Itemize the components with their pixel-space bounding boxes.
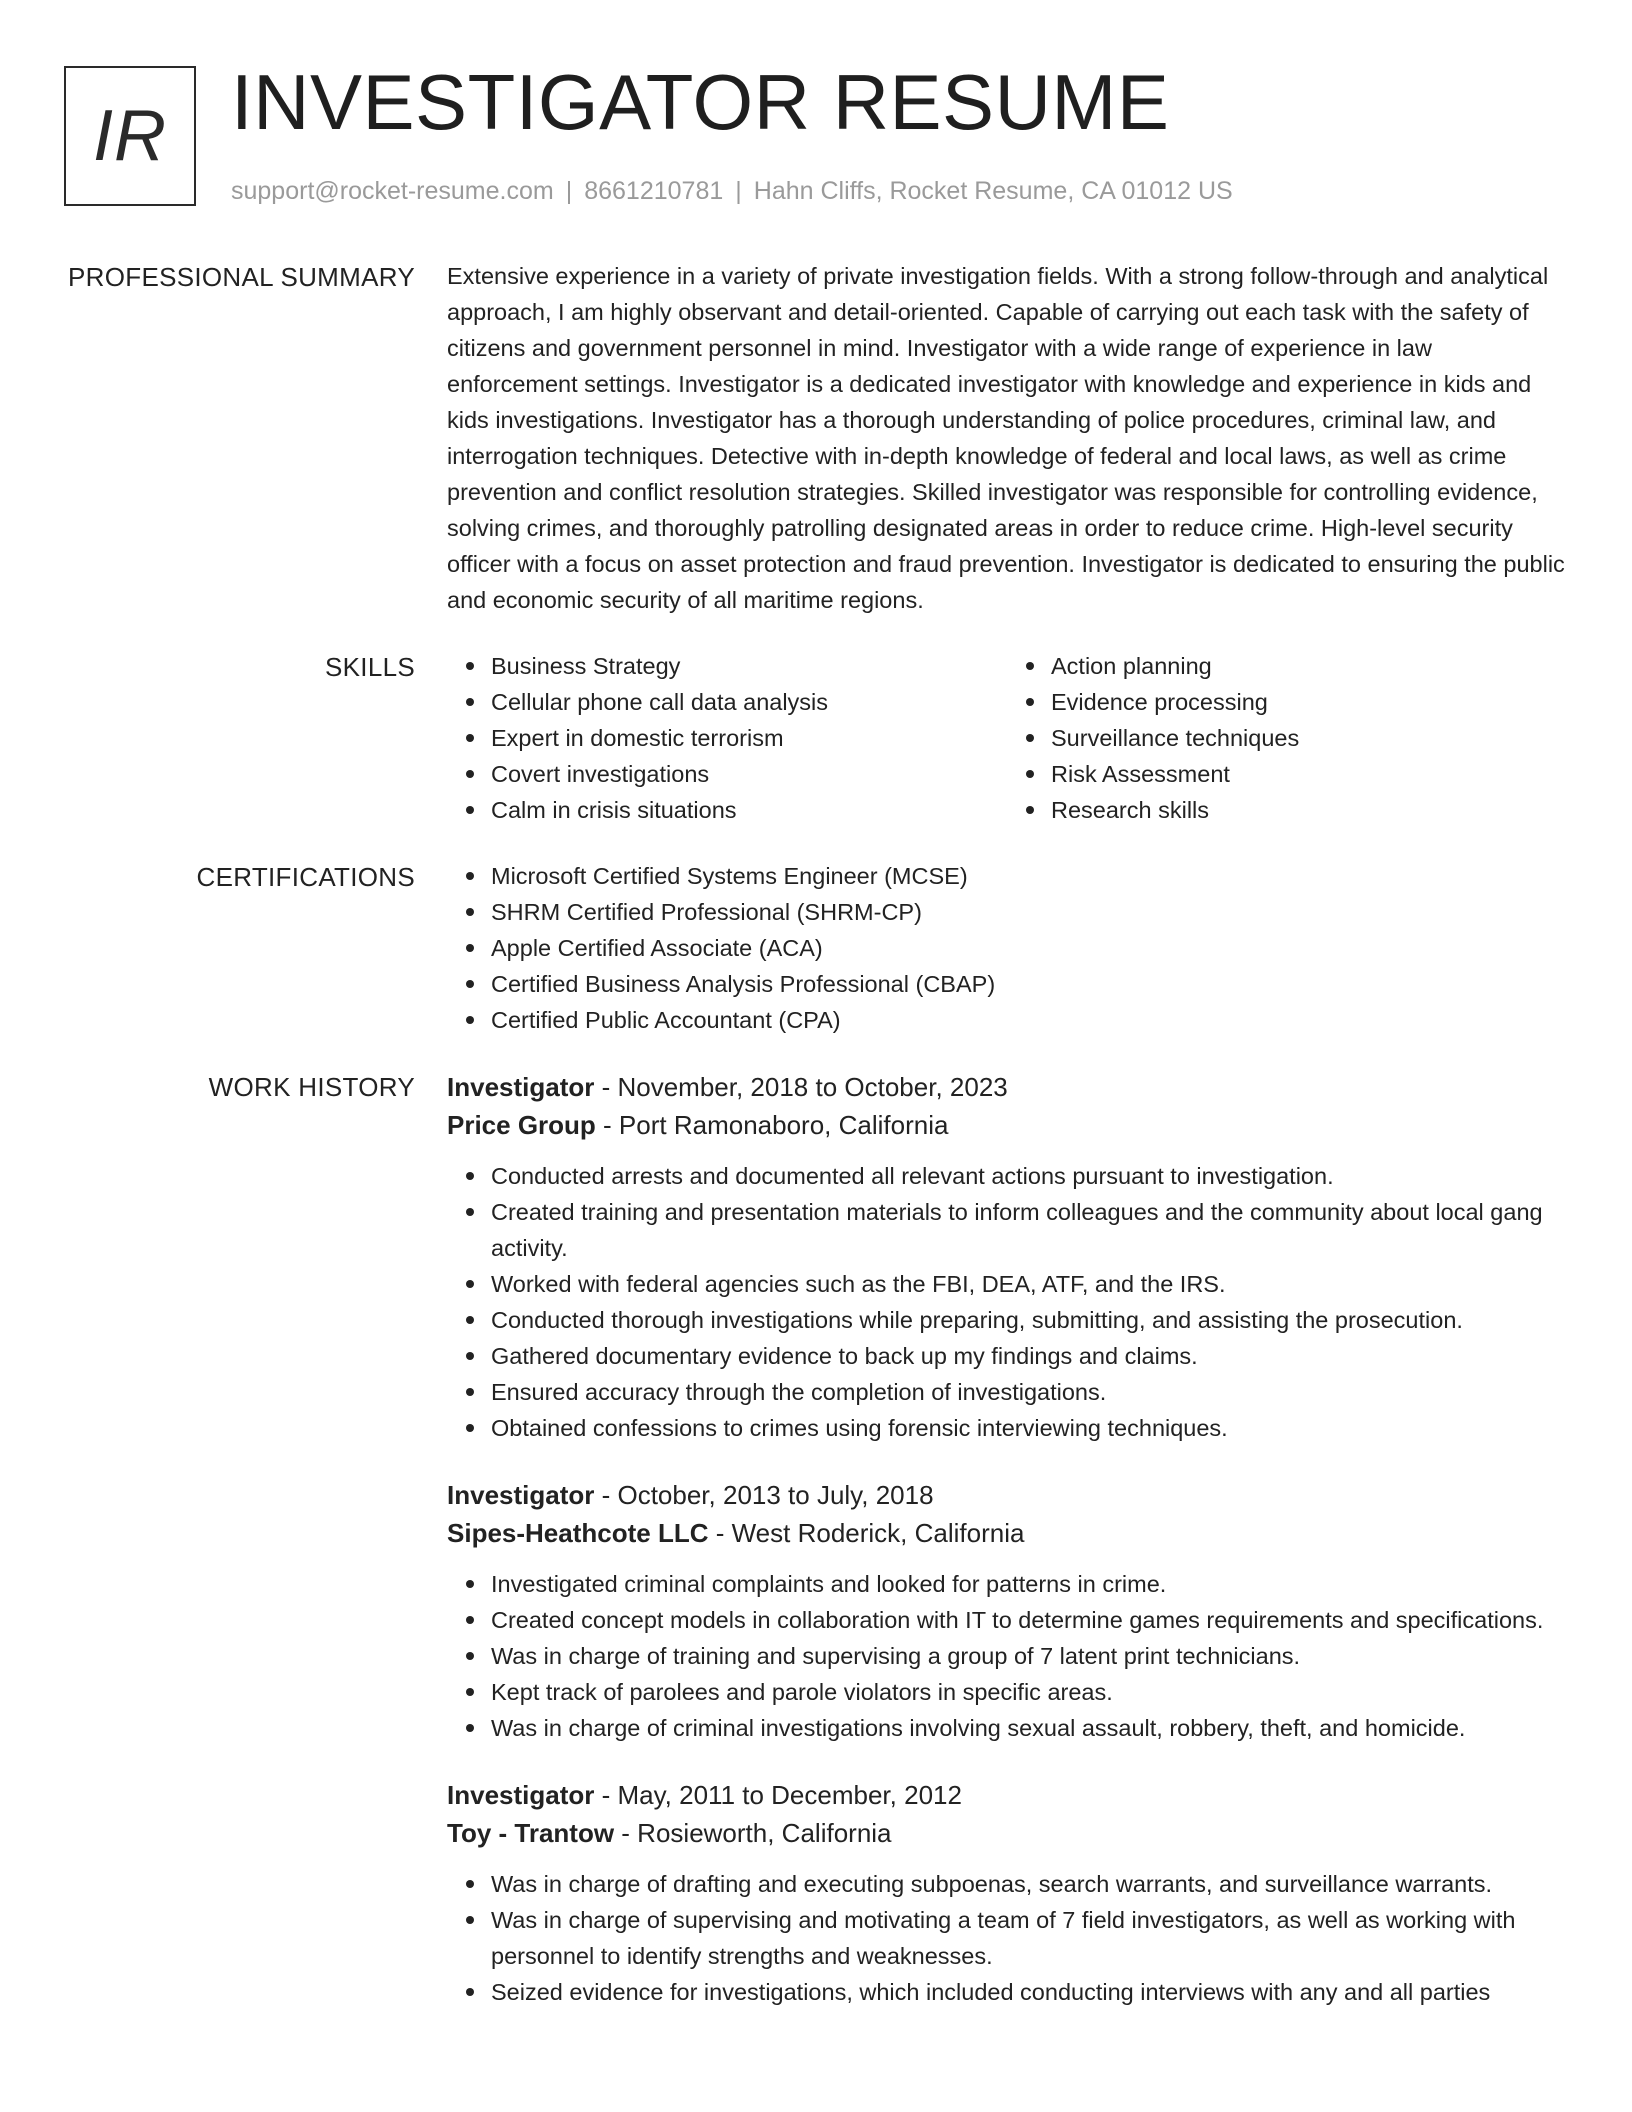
section-certifications bbox=[0, 858, 1632, 1038]
certification-item: Certified Public Accountant (CPA) bbox=[491, 1002, 1567, 1038]
job-title: Investigator bbox=[447, 1480, 595, 1510]
job-title-line bbox=[447, 1068, 1567, 1106]
section-work-history bbox=[0, 1068, 1632, 2040]
summary-text: Extensive experience in a variety of private investigation fields. With a strong follow-through and analytical approach, I am highly observant and detail-oriented. Capable of carrying out each task with the safety of citizens and government personnel in mind. Investigator with a wide range of experience in law enforcement settings. Investigator is a dedicated investigator with knowledge and experience in kids and kids investigations. Investigator has a thorough understanding of police procedures, criminal law, and interrogation techniques. Detective with in-depth knowledge of federal and local laws, as well as crime prevention and conflict resolution strategies. Skilled investigator was responsible for controlling evidence, solving crimes, and thoroughly patrolling designated areas in order to reduce crime. High-level security officer with a focus on asset protection and fraud prevention. Investigator is dedicated to ensuring the public and economic security of all maritime regions. bbox=[447, 263, 1565, 613]
job-bullet: Obtained confessions to crimes using forensic interviewing techniques. bbox=[491, 1410, 1567, 1446]
job-dates: - October, 2013 to July, 2018 bbox=[594, 1480, 934, 1510]
section-label: WORK HISTORY bbox=[208, 1072, 415, 1102]
contact-email[interactable]: support@rocket-resume.com bbox=[231, 177, 554, 205]
job-bullet: Was in charge of supervising and motivating a team of 7 field investigators, as well as working with personnel to identify strengths and weaknesses. bbox=[491, 1902, 1567, 1974]
certification-item: Microsoft Certified Systems Engineer (MCSE) bbox=[491, 858, 1567, 894]
section-skills bbox=[0, 648, 1632, 828]
section-professional-summary bbox=[0, 258, 1632, 618]
job-bullet: Was in charge of drafting and executing subpoenas, search warrants, and surveillance warrants. bbox=[491, 1866, 1567, 1902]
skill-item: Action planning bbox=[1051, 648, 1567, 684]
job-bullets bbox=[447, 1566, 1567, 1746]
job-company: Price Group bbox=[447, 1110, 596, 1140]
contact-phone[interactable]: 8661210781 bbox=[584, 177, 724, 205]
skill-item: Business Strategy bbox=[491, 648, 1007, 684]
job-dates: - November, 2018 to October, 2023 bbox=[594, 1072, 1008, 1102]
skill-item: Cellular phone call data analysis bbox=[491, 684, 1007, 720]
job-title-line bbox=[447, 1776, 1567, 1814]
section-label: CERTIFICATIONS bbox=[196, 862, 415, 892]
contact-separator: | bbox=[565, 177, 573, 205]
job-company-line bbox=[447, 1814, 1567, 1852]
job-bullet: Was in charge of criminal investigations involving sexual assault, robbery, theft, and homicide. bbox=[491, 1710, 1567, 1746]
job-company-line bbox=[447, 1106, 1567, 1144]
job-company: Toy - Trantow bbox=[447, 1818, 615, 1848]
certifications-list bbox=[447, 858, 1567, 1038]
job-entry bbox=[447, 1476, 1567, 1746]
resume-title: INVESTIGATOR RESUME bbox=[231, 58, 1170, 146]
job-entry bbox=[447, 1068, 1567, 1446]
resume-content bbox=[0, 258, 1632, 2070]
contact-separator: | bbox=[735, 177, 742, 205]
job-bullet: Seized evidence for investigations, which included conducting interviews with any and all parties bbox=[491, 1974, 1567, 2010]
section-label: SKILLS bbox=[325, 652, 415, 682]
job-bullet: Investigated criminal complaints and looked for patterns in crime. bbox=[491, 1566, 1567, 1602]
job-location: - Rosieworth, California bbox=[614, 1818, 892, 1848]
job-title-line bbox=[447, 1476, 1567, 1514]
skill-item: Risk Assessment bbox=[1051, 756, 1567, 792]
job-dates: - May, 2011 to December, 2012 bbox=[594, 1780, 962, 1810]
certification-item: Certified Business Analysis Professional (CBAP) bbox=[491, 966, 1567, 1002]
job-location: - West Roderick, California bbox=[708, 1518, 1025, 1548]
certification-item: SHRM Certified Professional (SHRM-CP) bbox=[491, 894, 1567, 930]
job-bullet: Kept track of parolees and parole violators in specific areas. bbox=[491, 1674, 1567, 1710]
job-location: - Port Ramonaboro, California bbox=[595, 1110, 949, 1140]
skill-item: Covert investigations bbox=[491, 756, 1007, 792]
certification-item: Apple Certified Associate (ACA) bbox=[491, 930, 1567, 966]
job-bullet: Created training and presentation materials to inform colleagues and the community about local gang activity. bbox=[491, 1194, 1567, 1266]
section-label: PROFESSIONAL SUMMARY bbox=[68, 262, 415, 292]
job-bullet: Was in charge of training and supervising a group of 7 latent print technicians. bbox=[491, 1638, 1567, 1674]
job-company: Sipes-Heathcote LLC bbox=[447, 1518, 709, 1548]
job-company-line bbox=[447, 1514, 1567, 1552]
skill-item: Calm in crisis situations bbox=[491, 792, 1007, 828]
skill-item: Evidence processing bbox=[1051, 684, 1567, 720]
contact-line bbox=[231, 176, 1233, 206]
job-bullet: Conducted arrests and documented all relevant actions pursuant to investigation. bbox=[491, 1158, 1567, 1194]
job-bullet: Gathered documentary evidence to back up my findings and claims. bbox=[491, 1338, 1567, 1374]
skills-list-left bbox=[447, 648, 1007, 828]
skill-item: Research skills bbox=[1051, 792, 1567, 828]
skill-item: Expert in domestic terrorism bbox=[491, 720, 1007, 756]
job-title: Investigator bbox=[447, 1780, 595, 1810]
job-bullet: Worked with federal agencies such as the FBI, DEA, ATF, and the IRS. bbox=[491, 1266, 1567, 1302]
skill-item: Surveillance techniques bbox=[1051, 720, 1567, 756]
contact-address: Hahn Cliffs, Rocket Resume, CA 01012 US bbox=[753, 177, 1233, 205]
job-bullet: Conducted thorough investigations while preparing, submitting, and assisting the prosecution. bbox=[491, 1302, 1567, 1338]
monogram-badge: IR bbox=[64, 66, 196, 206]
job-bullet: Created concept models in collaboration with IT to determine games requirements and specifications. bbox=[491, 1602, 1567, 1638]
job-bullets bbox=[447, 1158, 1567, 1446]
job-entry bbox=[447, 1776, 1567, 2010]
skills-list-right bbox=[1007, 648, 1567, 828]
job-bullets bbox=[447, 1866, 1567, 2010]
job-title: Investigator bbox=[447, 1072, 595, 1102]
job-bullet: Ensured accuracy through the completion of investigations. bbox=[491, 1374, 1567, 1410]
